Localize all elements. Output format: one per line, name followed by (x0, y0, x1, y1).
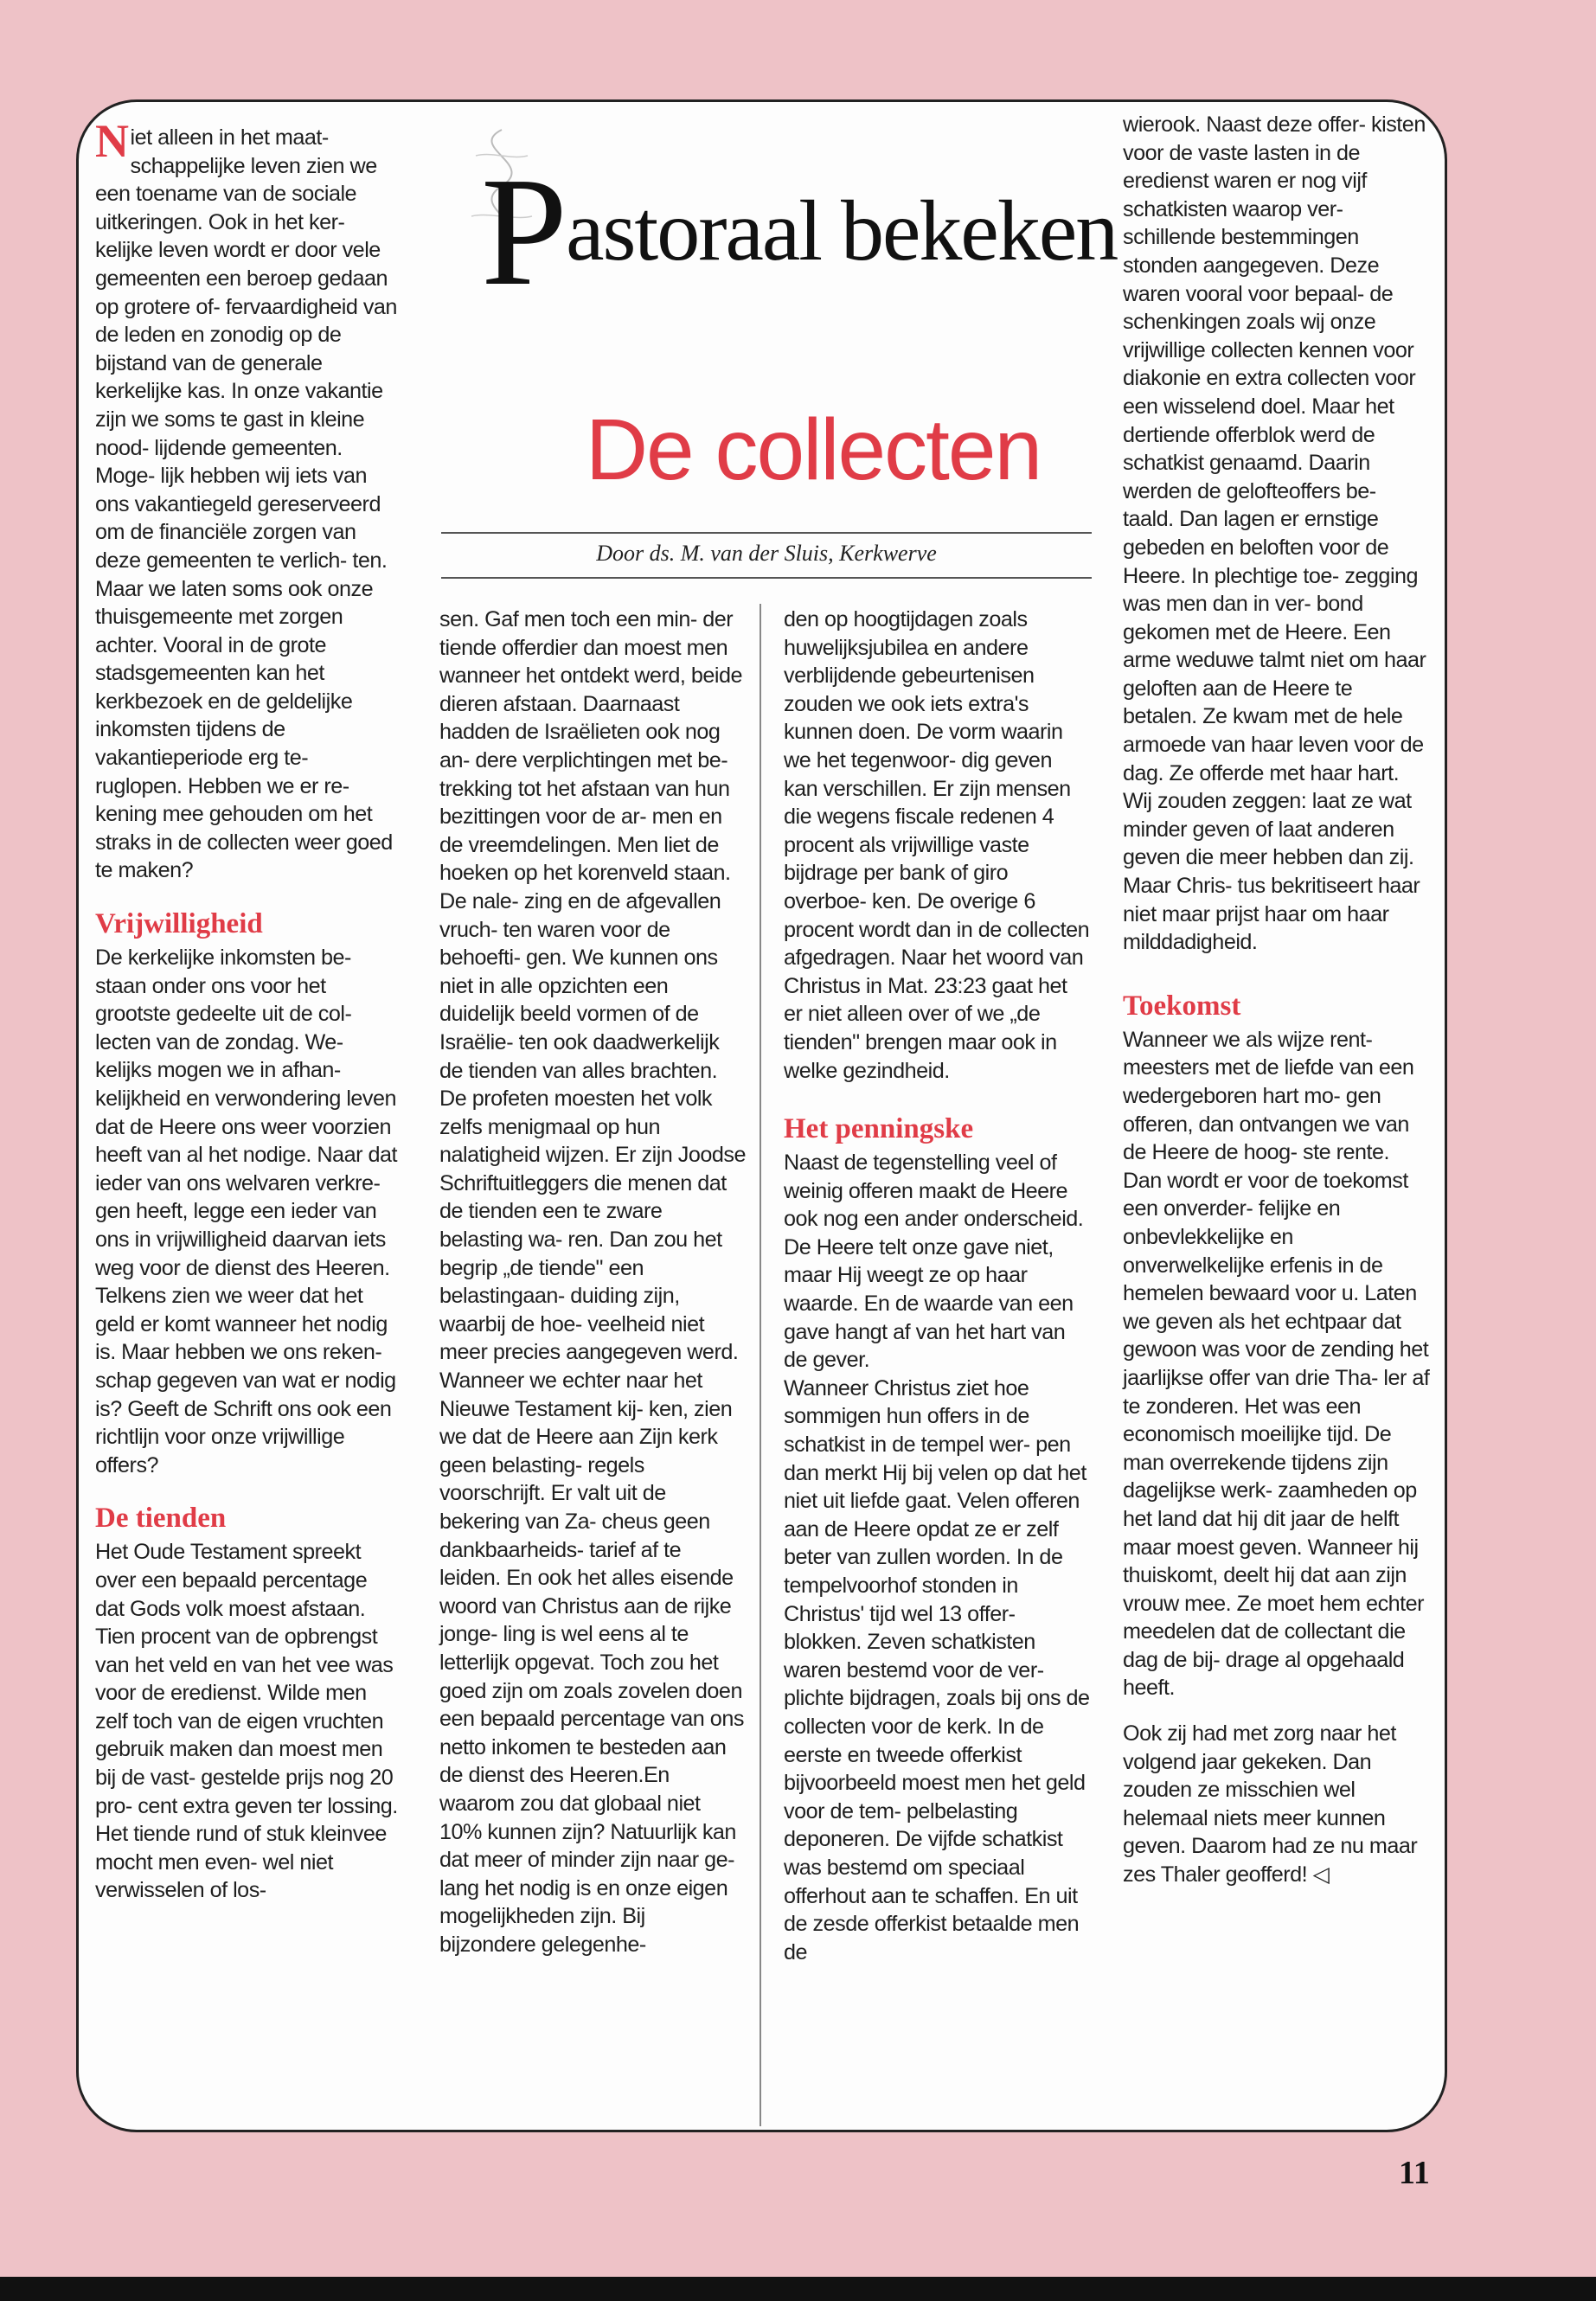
heading-tienden: De tienden (95, 1503, 227, 1535)
rule-top (441, 532, 1092, 534)
page-number: 11 (1399, 2155, 1430, 2191)
column-3 (784, 606, 1091, 1966)
column-divider (760, 604, 761, 2126)
paragraph-col2-1: sen. Gaf men toch een min- der tiende offerdier dan moest men wanneer het ontdekt werd, beide dieren afstaan. Daarnaast hadden de Israëlieten ook nog an- dere verplichtingen met be- trekking tot het afstaan van hun bezittingen voor de ar- men en de vreemdelingen. Men liet de hoeken op het korenveld staan. De nale- zing en de afgevallen vruch- ten waren voor de behoefti- gen. We kunnen ons niet in alle opzichten een duidelijk beeld vormen of de Israëlie- ten ook daadwerkelijk de tienden van alles brachten. De profeten moesten het volk zelfs menigmaal op hun nalatigheid wijzen. Er zijn Joodse Schriftuitleggers die menen dat de tienden een te zware belasting wa- ren. Dan zou het begrip „de tiende" een belastingaan- duiding zijn, waarbij de hoe- veelheid niet meer precies aangegeven werd. (439, 607, 747, 1365)
paragraph-tienden: Het Oude Testament spreekt over een bepaald percentage dat Gods volk moest afstaan. Tien procent van de opbrengst van het veld en van het vee was voor de eredienst. Wilde men zelf toch van de eigen vruchten gebruik maken dan moest men bij de vast- gestelde prijs nog 20 pro- cent extra geven ter lossing. Het tiende rund of stuk kleinvee mocht men even- wel niet verwisselen of los- (95, 1540, 398, 1903)
drop-cap: N (95, 115, 129, 167)
paragraph-col4-1: wierook. Naast deze offer- kisten voor de vaste lasten in de eredienst waren er nog vijf schatkisten waarop ver- schillende bestemmingen stonden aangegeven. Deze waren vooral voor bepaal- de schenkingen zoals wij onze vrijwillige collecten kennen voor diakonie en extra collecten voor een wisselend doel. Maar het dertiende offerblok werd de schatkist genaamd. Daarin werden de gelofteoffers be- taald. Dan lagen er ernstige gebeden en beloften voor de Heere. In plechtige toe- zegging was men dan in ver- bond gekomen met de Heere. Een arme weduwe talmt niet om haar geloften aan de Heere te betalen. Ze kwam met de hele armoede van haar leven voor de dag. Ze offerde met haar hart. Wij zouden zeggen: laat ze wat minder geven of laat anderen geven die meer hebben dan zij. Maar Chris- tus bekritiseert haar niet maar prijst haar om haar milddadigheid. (1123, 112, 1426, 955)
rule-bottom (441, 577, 1092, 579)
paragraph-vrijwilligheid: De kerkelijke inkomsten be- staan onder ons voor het grootste gedeelte uit de col- lecten van de zondag. We- kelijks mogen we in afhan- kelijkheid en verwondering leven dat de Heere ons weer voorzien heeft van al het nodige. Naar dat ieder van ons welvaren verkre- gen heeft, legge een ieder van ons in vrijwilligheid daarvan iets weg voor de dienst des Heeren. Telkens zien we weer dat het geld er komt wanneer het nodig is. Maar hebben we ons reken- schap gegeven van wat er nodig is? Geeft de Schrift ons ook een richtlijn voor onze vrijwillige offers? (95, 945, 397, 1477)
paragraph-col4-2: Wanneer we als wijze rent- meesters met de liefde van een wedergeboren hart mo- gen offeren, dan ontvangen we van de Heere de hoog- ste rente. Dan wordt er voor de toekomst een onverder- felijke en onbevlekkelijke en onverwelkelijke erfenis in de hemelen bewaard voor u. Laten we geven als het echtpaar dat gewoon was voor de zending het jaarlijkse offer van drie Tha- ler af te zonderen. Het was een economisch moeilijke tijd. De man overrekende tijdens zijn dagelijkse werk- zaamheden op het land dat hij dit jaar de helft maar moest geven. Wanneer hij thuiskomt, deelt hij dat aan zijn vrouw mee. Ze moet hem echter meedelen dat de collectant die dag de bij- drage al opgehaald heeft. (1123, 1027, 1430, 1701)
intro-paragraph (95, 115, 398, 885)
paragraph-col2-2: Wanneer we echter naar het Nieuwe Testament kij- ken, zien we dat de Heere aan Zijn kerk geen belasting- regels voorschrijft. Er valt uit de bekering van Za- cheus geen dankbaarheids- tarief af te leiden. En ook het alles eisende woord van Christus aan de rijke jonge- ling is wel eens al te letterlijk opgevat. Toch zou het goed zijn om zoals zovelen doen een bepaald percentage van ons netto inkomen te besteden aan de dienst des Heeren.En waarom zou dat globaal niet 10% kunnen zijn? Natuurlijk kan dat meer of minder zijn naar ge- lang het nodig is en onze eigen mogelijkheden zijn. Bij bijzondere gelegenhe- (439, 1368, 744, 1957)
paragraph-col4-3: Ook zij had met zorg naar het volgend jaar gekeken. Dan zouden ze misschien wel helemaal niets meer kunnen geven. Daarom had ze nu maar zes Thaler geofferd! ◁ (1123, 1721, 1418, 1888)
heading-vrijwilligheid: Vrijwilligheid (95, 908, 263, 940)
paragraph-col3-2: Naast de tegenstelling veel of weinig offeren maakt de Heere ook nog een ander onderscheid. De Heere telt onze gave niet, maar Hij weegt ze op haar waarde. En de waarde van een gave hangt af van het hart van de gever. (784, 1150, 1084, 1373)
page-bottom-bar (0, 2277, 1596, 2301)
paragraph-col3-3: Wanneer Christus ziet hoe sommigen hun offers in de schatkist in de tempel wer- pen dan merkt Hij bij velen op dat het niet uit liefde gaat. Velen offeren aan de Heere opdat ze er zelf beter van zullen worden. In de tempelvoorhof stonden in Christus' tijd wel 13 offer- blokken. Zeven schatkisten waren bestemd voor de ver- plichte bijdragen, zoals bij ons de collecten voor de kerk. In de eerste en tweede offerkist bijvoorbeeld moest men het geld voor de tem- pelbelasting deponeren. De vijfde schatkist was bestemd om speciaal offerhout aan te schaffen. En uit de zesde offerkist betaalde men de (784, 1375, 1090, 1965)
byline: Door ds. M. van der Sluis, Kerkwerve (596, 541, 937, 566)
heading-toekomst: Toekomst (1123, 990, 1241, 1022)
page-title (481, 130, 1118, 317)
paragraph-col3-1: den op hoogtijdagen zoals huwelijksjubilea en andere verblijdende gebeurtenisen zouden we ook iets extra's kunnen doen. De vorm waarin we het tegenwoor- dig geven kan verschillen. Er zijn mensen die wegens fiscale redenen 4 procent als vrijwillige vaste bijdrage per bank of giro overboe- ken. De overige 6 procent wordt dan in de collecten afgedragen. Naar het woord van Christus in Mat. 23:23 gaat het er niet alleen over of we „de tienden" brengen maar ook in welke gezindheid. (784, 607, 1090, 1083)
column-1 (95, 115, 398, 1905)
heading-penningske: Het penningske (784, 1113, 974, 1145)
article-title: De collecten (585, 401, 1042, 498)
column-4 (1123, 111, 1430, 1889)
title-rest: astoraal bekeken (566, 183, 1118, 279)
intro-text: iet alleen in het maat- schappelijke leven zien we een toename van de sociale uitkeringen. Ook in het ker- kelijke leven wordt er door vele gemeenten een beroep gedaan op grotere of- fervaardigheid van de leden en zonodig op de bijstand van de generale kerkelijke kas. In onze vakantie zijn we soms te gast in kleine nood- lijdende gemeenten. Moge- lijk hebben wij iets van ons vakantiegeld gereserveerd om de financiële zorgen van deze gemeenten te verlich- ten. Maar we laten soms ook onze thuisgemeente met zorgen achter. Vooral in de grote stadsgemeenten kan het kerkbezoek en de geldelijke inkomsten tijdens de vakantieperiode erg te- ruglopen. Hebben we er re- kening mee gehouden om het straks in de collecten weer goed te maken? (95, 125, 397, 883)
title-capital: P (481, 145, 567, 317)
column-2 (439, 606, 747, 1959)
